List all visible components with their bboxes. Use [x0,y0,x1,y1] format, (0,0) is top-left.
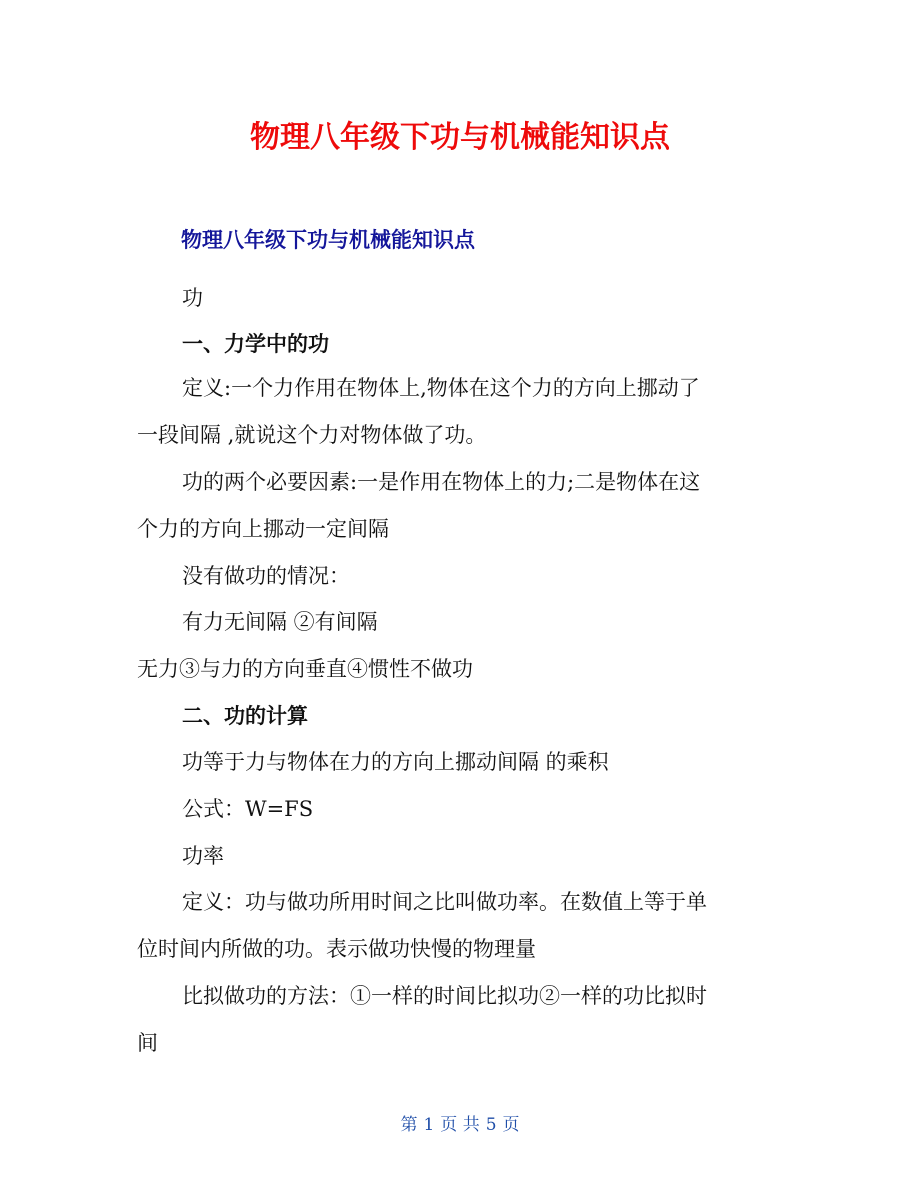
document-subtitle: 物理八年级下功与机械能知识点 [181,228,475,252]
heading-work-in-mechanics: 一、力学中的功 [182,331,329,356]
page-footer [0,1112,920,1138]
document-title: 物理八年级下功与机械能知识点 [250,120,670,155]
section-heading-power: 功率 [182,844,224,868]
footer-suffix: 页 [502,1115,520,1135]
heading-work-calculation: 二、功的计算 [182,703,308,728]
footer-mid: 页 共 [440,1115,480,1135]
footer-page-total: 5 [485,1115,497,1135]
paragraph-line: 有力无间隔 ②有间隔 [182,610,378,634]
paragraph-line: 位时间内所做的功。表示做功快慢的物理量 [137,937,536,961]
paragraph-line: 无力③与力的方向垂直④惯性不做功 [137,657,473,681]
paragraph-line: 没有做功的情况： [182,564,350,588]
section-heading-work: 功 [182,286,203,310]
paragraph-line: 比拟做功的方法：①一样的时间比拟功②一样的功比拟时 [182,984,707,1008]
paragraph-line: 功的两个必要因素:一是作用在物体上的力;二是物体在这 [182,470,701,494]
formula-line: 公式：W=FS [182,797,314,821]
paragraph-line: 一段间隔 ,就说这个力对物体做了功。 [137,423,487,447]
paragraph-line: 定义：功与做功所用时间之比叫做功率。在数值上等于单 [182,890,707,914]
paragraph-line: 个力的方向上挪动一定间隔 [137,517,389,541]
footer-page-current: 1 [423,1115,435,1135]
paragraph-line: 间 [137,1031,158,1055]
paragraph-line: 功等于力与物体在力的方向上挪动间隔 的乘积 [182,750,609,774]
paragraph-line: 定义:一个力作用在物体上,物体在这个力的方向上挪动了 [182,376,700,400]
footer-prefix: 第 [400,1115,418,1135]
